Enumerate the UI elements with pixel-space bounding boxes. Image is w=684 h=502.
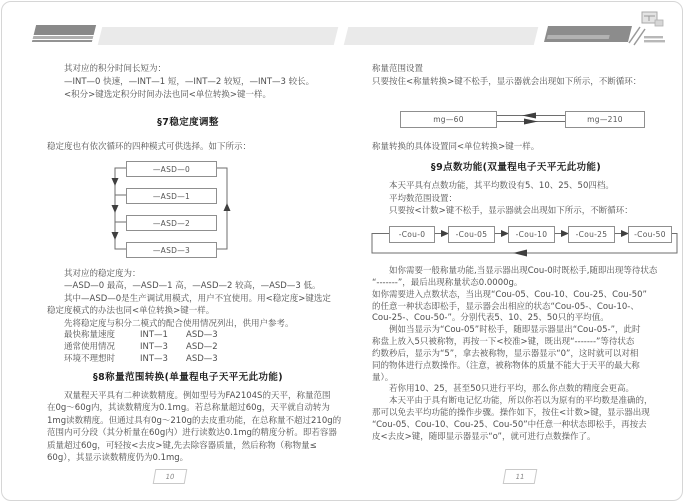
cou-box-10: -Cou-10 [508,226,555,243]
dual-range-paragraph [47,390,341,464]
combo-table [47,329,218,366]
range-note [372,141,539,153]
table-cell-label: 环境不理想时 [64,354,116,365]
text-line: 称量范围设置 [372,64,424,74]
text-line: —ASD—0 最高，—ASD—1 高，—ASD—2 较高，—ASD—3 低。 [64,281,321,292]
section-heading-s7: §7稳定度调整 [157,117,219,128]
text-line: <积分>键选定积分时间办法也同<单位转换>键一样。 [64,90,271,100]
text-line: 若你用10、25，甚至50只进行平均，那么你点数的精度会更高。 [389,384,634,395]
text-line: 皮<去皮>键，随即显示器显示“o”，就可进行点数操作了。 [372,431,596,442]
mg-range-diagram [395,104,650,134]
text-line: 例如当显示为“Cou-05”时松手，随即显示器显出“Cou-05-”，此时 [389,325,641,336]
cou-box-05: -Cou-05 [448,226,495,243]
header-light-bar-left [98,27,338,45]
text-line: 同的物体进行点数操作。（注意，被称物体的质量不能大于天平的最大称 [372,360,640,371]
balance-brand-logo-icon [627,6,667,54]
text-line: 1mg读数精度。但通过具有0g～210g的去皮重功能，在总称量不超过210g的 [47,415,342,426]
range-setting-paragraph [372,63,641,89]
table-cell-asd: ASD—3 [186,330,218,340]
text-line: 质量超过60g，可轻按<去皮>键,先去除容器质量，然后称物（称物量≤ [47,440,317,451]
text-line: 范围内可分段（其分析量在60g内）进行读数达0.1mg的精度分析。即若容器 [47,428,337,439]
text-line: 量）。 [372,372,394,383]
table-cell-asd: ASD—2 [186,342,218,353]
text-line: 如你需要进入点数状态，当出现“Cou-05、Cou-10、Cou-25、Cou-50” [372,289,647,300]
cou-box-50: -Cou-50 [628,226,672,243]
cou-cycle-diagram [368,220,680,260]
text-line: 本天平具有点数功能，其平均数设有5、10、25、50四档。 [389,181,614,191]
table-row [47,353,218,365]
header-light-bar-right [344,27,538,45]
text-line: 称盘上放入5只被称物，再按一下<校准>键，既出现“-------”等待状态 [372,337,635,348]
asd-box-2: —ASD—2 [126,215,217,231]
text-line: 其对应的积分时间长短为： [64,64,167,74]
section-heading-s9: §9点数功能(双量程电子天平无此功能) [430,162,602,173]
text-line: 在0g～60g内，其读数精度为0.1mg。若总称量超过60g，天平就自动转为 [47,403,330,414]
table-row [47,329,218,341]
text-line: “-------”，最后出现称量状态0.0000g。 [372,277,523,288]
mg-box-60: mg—60 [400,111,497,128]
page-number-right: 11 [503,469,538,484]
stability-intro [47,141,251,153]
header-dark-bar-left [32,25,96,42]
mg-box-210: mg—210 [565,111,645,128]
text-line: 那可以免去平均功能的操作步骤。操作如下，按住<计数>键，显示器出现 [372,408,650,419]
table-cell-asd: ASD—3 [186,354,218,365]
asd-box-3: —ASD—3 [126,242,217,258]
table-cell-label: 通常使用情况 [64,342,116,353]
cou-box-0: -Cou-0 [389,226,435,243]
text-line: 只要按<计数>键不松手，显示器就会出现如下所示，不断循环： [389,206,633,217]
table-cell-int: INT—3 [140,354,168,365]
text-line: 称量转换的具体设置同<单位转换>键一样。 [372,142,540,152]
text-line: 双量程天平具有二种读数精度。例如型号为FA2104S的天平，称量范围 [64,391,331,401]
table-cell-int: INT—1 [140,330,168,340]
text-line: —INT—0 快速，—INT—1 短，—INT—2 较短，—INT—3 较长。 [64,77,315,87]
text-line: 其对应的稳定度为： [64,269,141,279]
text-line: 平均数范围设置： [389,193,458,204]
text-line: 如你需要一般称量功能,当显示器出现Cou-0时既松手,随即出现等待状态 [389,266,658,276]
header-bar-stripe [547,35,610,39]
text-line: 稳定度也有依次循环的四种模式可供选择。如下所示： [47,142,252,152]
text-line: 约数秒后，显示为“5”，拿去被称物，显示器显示“0”，这时就可以对相 [372,348,639,359]
text-line: 稳定度模式的办法也同<单位转换>键一样。 [47,306,215,317]
section-heading-s8: §8称量范围转换(单量程电子天平无此功能) [93,372,283,383]
page-number-left: 10 [153,469,188,484]
table-cell-int: INT—3 [140,342,168,353]
asd-box-1: —ASD—1 [126,188,217,204]
header-dark-bar-right [544,26,632,42]
table-row [47,341,218,353]
table-cell-label: 最快称量速度 [64,330,116,340]
text-line: 60g），其显示读数精度仍为0.1mg。 [47,453,189,464]
asd-box-0: —ASD—0 [126,161,217,177]
integration-paragraph [47,63,314,102]
text-line: 只要按住<称量转换>键不松手，显示器就会出现如下所示，不断循环： [372,77,642,87]
cou-box-25: -Cou-25 [568,226,615,243]
stability-paragraph [47,268,331,330]
text-line: 的任意一种状态即松手，显示器会出相应的状态“Cou-05-、Cou-10-、 [372,301,639,312]
count-intro-paragraph [372,180,633,218]
text-line: 其中—ASD—0是生产调试用模式，用户不宜使用。用<稳定度>键选定 [64,293,331,304]
text-line: “Cou-05、Cou-10、Cou-25、Cou-50”中任意一种状态即松手，再按去 [372,419,647,430]
text-line: 先将稳定度与积分二模式的配合使用情况列出，供用户参考。 [64,318,294,329]
text-line: 本天平由于具有断电记忆功能，所以你若以为原有的平均数是准确的， [389,396,653,407]
text-line: Cou-25-、Cou-50-”。分别代表5、10、25、50只的平均值。 [372,313,609,324]
asd-cycle-diagram [90,155,340,267]
count-function-paragraph [372,266,657,444]
